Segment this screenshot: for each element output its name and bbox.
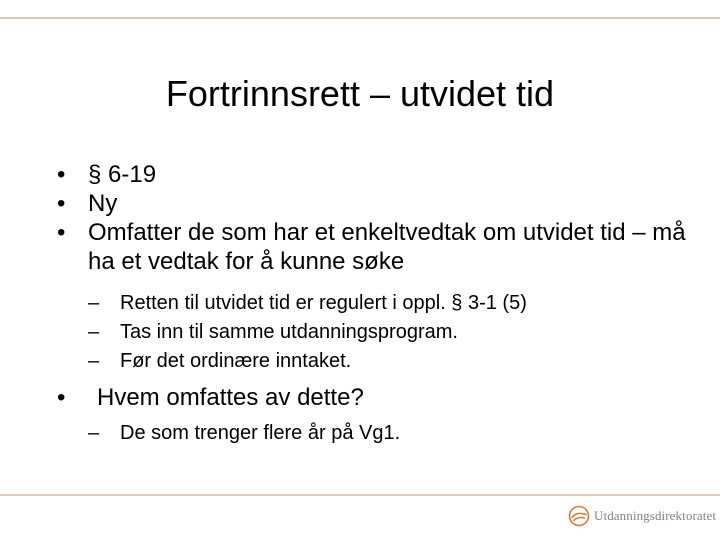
slide-title: Fortrinnsrett – utvidet tid	[165, 73, 555, 114]
sub-bullet-text: Før det ordinære inntaket.	[120, 350, 352, 372]
bullet-text: Omfatter de som har et enkeltvedtak om utvidet tid – må ha et vedtak for å kunne søke	[88, 219, 686, 275]
sub-bullet-item	[55, 289, 695, 318]
sub-bullet-text: Retten til utvidet tid er regulert i oppl. § 3-1 (5)	[120, 292, 527, 314]
logo-text: Utdanningsdirektoratet	[594, 508, 717, 523]
sub-bullet-item	[55, 347, 695, 376]
dash-marker: –	[88, 422, 100, 444]
bullet-marker: •	[57, 190, 66, 217]
bullet-text: Ny	[88, 190, 118, 217]
bullet-text: § 6-19	[88, 161, 157, 188]
bullet-item	[55, 189, 695, 218]
bullet-item	[55, 218, 695, 276]
top-divider	[0, 17, 720, 19]
bullet-marker: •	[57, 384, 66, 411]
utdanningsdirektoratet-logo-icon	[568, 505, 590, 527]
bullet-marker: •	[57, 161, 66, 188]
sub-bullet-item	[55, 318, 695, 347]
question-bullet-text: Hvem omfattes av dette?	[97, 384, 364, 411]
footer-logo	[568, 505, 716, 527]
sub-bullet-item	[55, 419, 695, 448]
dash-marker: –	[88, 292, 100, 314]
bullet-item	[55, 160, 695, 189]
dash-marker: –	[88, 321, 100, 343]
dash-marker: –	[88, 350, 100, 372]
sub-bullet-list	[55, 289, 695, 376]
sub-bullet-text: Tas inn til samme utdanningsprogram.	[120, 321, 458, 343]
bullet-marker: •	[57, 219, 66, 246]
question-bullet-item	[55, 382, 695, 413]
sub-bullet-text: De som trenger flere år på Vg1.	[120, 422, 401, 444]
question-sub-bullet-list	[55, 419, 695, 448]
bottom-divider	[0, 494, 720, 496]
slide-body	[55, 160, 695, 448]
